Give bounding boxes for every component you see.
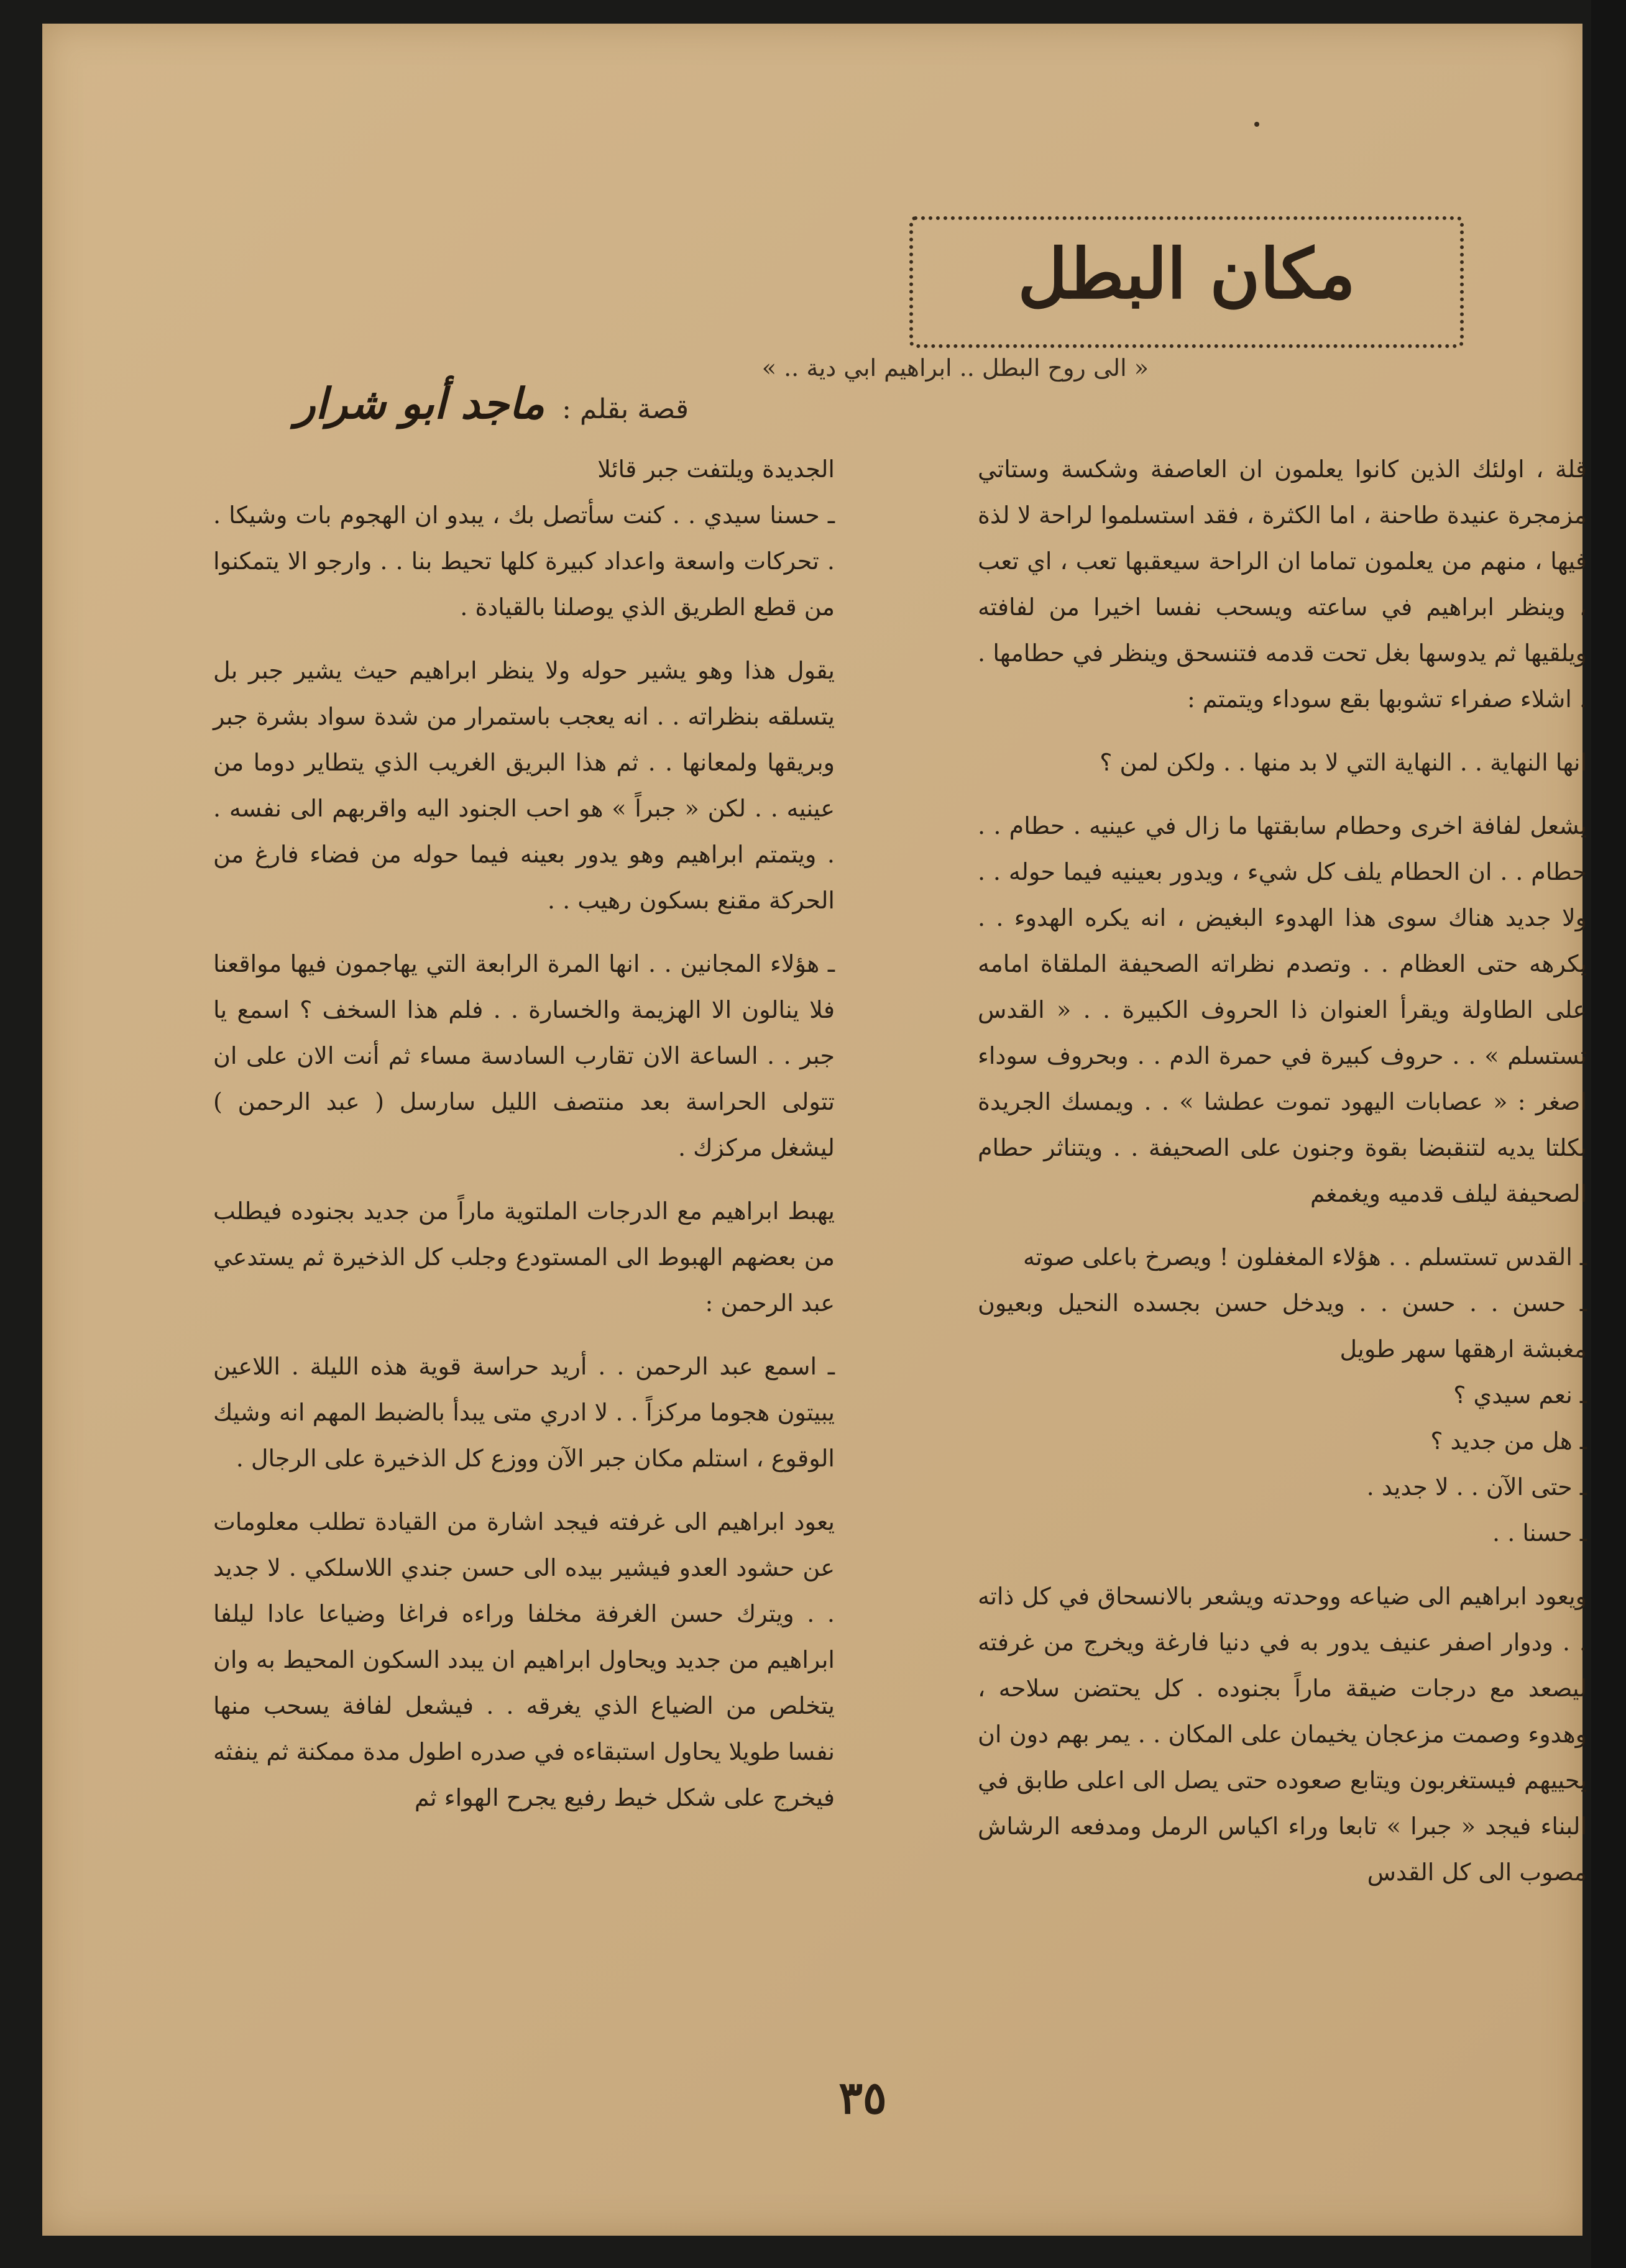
dialogue-line: ـ هؤلاء المجانين . . انها المرة الرابعة التي يهاجمون فيها مواقعنا فلا ينالون الا الهزيمة والخسارة . . فلم هذا السخف ؟ اسمع يا جبر . . الساعة الان تقارب السادسة مساء ثم أنت الان على ان تتولى الحراسة بعد منتصف الليل سارسل ( عبد الرحمن ) ليشغل مركزك . [213, 950, 835, 1161]
dialogue-line: ـ حتى الآن . . لا جديد . [1366, 1473, 1587, 1501]
paragraph: قلة ، اولئك الذين كانوا يعلمون ان العاصفة وشكسة وستاتي مزمجرة عنيدة طاحنة ، اما الكثرة ، فقد استسلموا لراحة لا لذة فيها ، منهم من يعلمون تماما ان الراحة سيعقبها تعب ، اي تعب ، وينظر ابراهيم في ساعته ويسحب نفسا اخيرا من لفافته ويلقيها ثم يدوسها بغل تحت قدمه فتنسحق وينظر في حطامها . . اشلاء صفراء تشوبها بقع سوداء ويتمتم : [978, 455, 1587, 713]
paragraph: يعود ابراهيم الى غرفته فيجد اشارة من القيادة تطلب معلومات عن حشود العدو فيشير بيده الى حسن جندي اللاسلكي . لا جديد . . ويترك حسن الغرفة مخلفا وراءه فراغا وضياعا عادا ليلفا ابراهيم من جديد ويحاول ابراهيم ان يبدد السكون المحيط به وان يتخلص من الضياع الذي يغرقه . . فيشعل لفافة يسحب منها نفسا طويلا يحاول استبقاءه في صدره اطول مدة ممكنة ثم ينفثه فيخرج على شكل خيط رفيع يجرح الهواء ثم [213, 1508, 835, 1811]
scan-edge [1591, 0, 1626, 2268]
dialogue-line: ـ نعم سيدي ؟ [1453, 1381, 1587, 1409]
paragraph: يهبط ابراهيم مع الدرجات الملتوية ماراً من جديد بجنوده فيطلب من بعضهم الهبوط الى المستودع وجلب كل الذخيرة ثم يستدعي عبد الرحمن : [213, 1197, 835, 1317]
paragraph: يشعل لفافة اخرى وحطام سابقتها ما زال في عينيه . حطام . . حطام . . ان الحطام يلف كل شيء ، ويدور بعينيه فيما حوله . . ولا جديد هناك سوى هذا الهدوء البغيض ، انه يكره الهدوء . . يكرهه حتى العظام . . وتصدم نظراته الصحيفة الملقاة امامه على الطاولة ويقرأ العنوان ذا الحروف الكبيرة . . « القدس تستسلم » . . حروف كبيرة في حمرة الدم . . وبحروف سوداء اصغر : « عصابات اليهود تموت عطشا » . . ويمسك الجريدة بكلتا يديه لتنقبضا بقوة وجنون على الصحيفة . . ويتناثر حطام الصحيفة ليلف قدميه ويغمغم [978, 812, 1587, 1207]
dialogue-line: ـ اسمع عبد الرحمن . . أريد حراسة قوية هذه الليلة . اللاعين يبيتون هجوما مركزاً . . لا ادري متى يبدأ بالضبط المهم انه وشيك الوقوع ، استلم مكان جبر الآن ووزع كل الذخيرة على الرجال . [213, 1353, 835, 1472]
paragraph: ويعود ابراهيم الى ضياعه ووحدته ويشعر بالانسحاق في كل ذاته . . ودوار اصفر عنيف يدور به في دنيا فارغة ويخرج من غرفته ليصعد مع درجات ضيقة ماراً بجنوده . كل يحتضن سلاحه ، وهدوء وصمت مزعجان يخيمان على المكان . . يمر بهم دون ان يحييهم فيستغربون ويتابع صعوده حتى يصل الى اعلى طابق في البناء فيجد « جبرا » تابعا وراء اكياس الرمل ومدفعه الرشاش مصوب الى كل القدس [978, 1583, 1587, 1886]
ink-dot [1254, 122, 1259, 127]
author-signature: ماجد أبو شرار [295, 379, 545, 429]
dialogue-line: ـ حسنا سيدي . . كنت سأتصل بك ، يبدو ان الهجوم بات وشيكا . . تحركات واسعة واعداد كبيرة كلها تحيط بنا . . وارجو الا يتمكنوا من قطع الطريق الذي يوصلنا بالقيادة . [213, 501, 835, 621]
byline-label: قصة بقلم : [562, 393, 689, 425]
paragraph: يقول هذا وهو يشير حوله ولا ينظر ابراهيم حيث يشير جبر بل يتسلقه بنظراته . . انه يعجب باستمرار من شدة سواد بشرة جبر وبريقها ولمعانها . . ثم هذا البريق الغريب الذي يتطاير دوما من عينيه . . لكن « جبراً » هو احب الجنود اليه واقربهم الى نفسه . . ويتمتم ابراهيم وهو يدور بعينه فيما حوله من فضاء فارغ من الحركة مقنع بسكون رهيب . . [213, 657, 835, 914]
paragraph: انها النهاية . . النهاية التي لا بد منها . . ولكن لمن ؟ [1100, 749, 1587, 776]
magazine-page [42, 24, 1587, 2236]
text-column-right [978, 446, 1587, 1913]
dialogue-line: ـ حسن . . حسن . . ويدخل حسن بجسده النحيل وبعيون مغبشة ارهقها سهر طويل [978, 1289, 1587, 1363]
paragraph: الجديدة ويلتفت جبر قائلا [597, 455, 835, 483]
title-frame [909, 216, 1464, 348]
dialogue-line: ـ هل من جديد ؟ [1430, 1427, 1587, 1455]
byline [204, 379, 689, 429]
dedication: « الى روح البطل .. ابراهيم ابي دية .. » [761, 354, 1149, 382]
page-number: ٣٥ [838, 2071, 887, 2124]
text-column-left [213, 446, 835, 1838]
dialogue-line: ـ القدس تستسلم . . هؤلاء المغفلون ! ويصرخ باعلى صوته [1022, 1243, 1587, 1271]
dialogue-line: ـ حسنا . . [1492, 1519, 1587, 1547]
article-title: مكان البطل [1017, 234, 1356, 314]
